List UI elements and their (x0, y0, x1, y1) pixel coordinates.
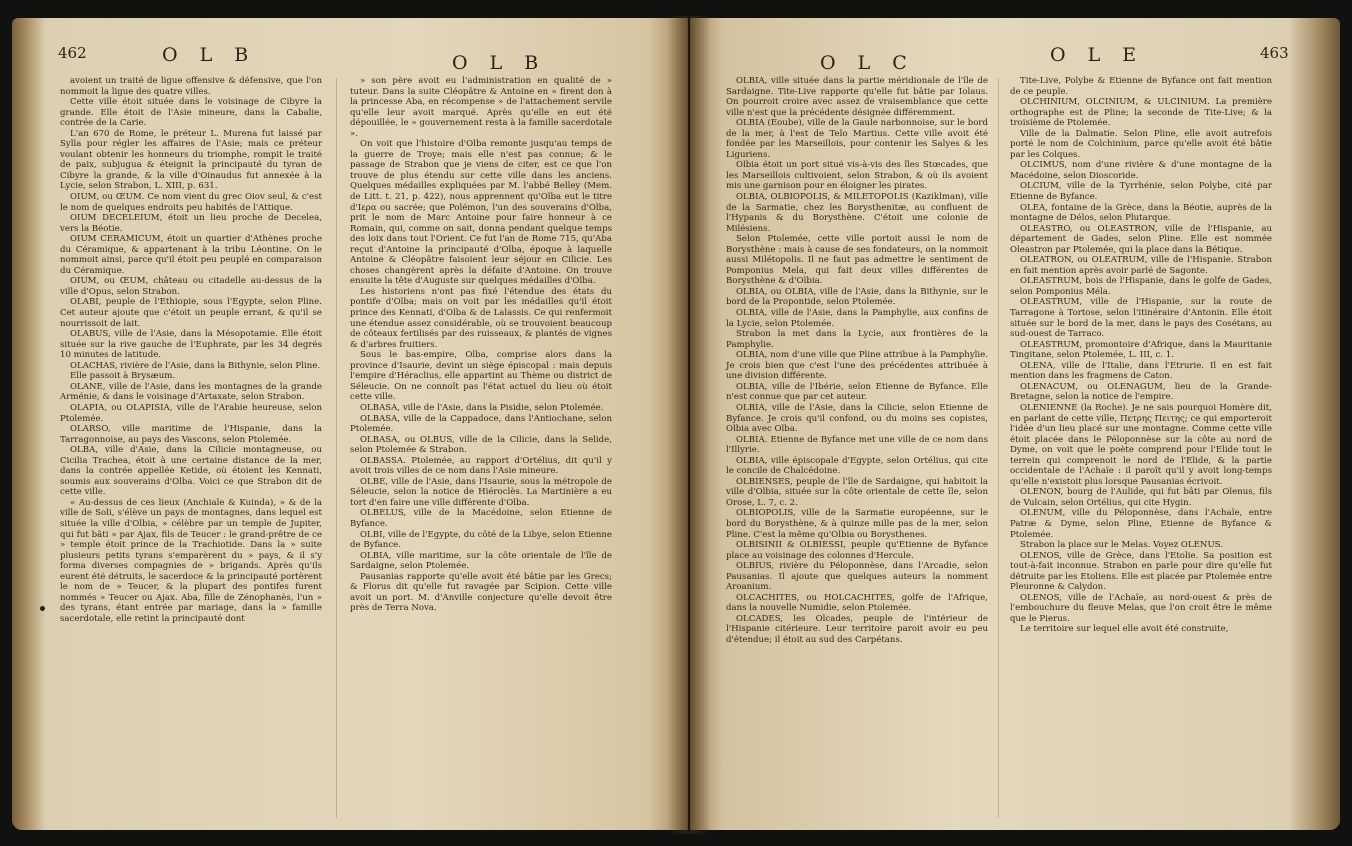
paragraph: OLBIA, ville de l'Ibérie, selon Etienne de Byfance. Elle n'est connue que par cet auteur. (726, 381, 988, 403)
right-running-head-1: O L C (820, 52, 915, 74)
paragraph: OLBE, ville de l'Asie, dans l'Isaurie, sous la métropole de Séleucie, selon la notice de Hiéroclès. La Martinière a eu tort d'en faire une ville différente d'Olba. (350, 476, 612, 508)
paragraph: OLANE, ville de l'Asie, dans les montagnes de la grande Arménie, & dans le voisinage d'Artaxate, selon Strabon. (60, 381, 322, 403)
paragraph: Tite-Live, Polybe & Etienne de Byfance ont fait mention de ce peuple. (1010, 76, 1272, 97)
paragraph: OLCACHITES, ou HOLCACHITES, golfe de l'Afrique, dans la nouvelle Numidie, selon Ptolemée. (726, 592, 988, 614)
paragraph: OLAPIA, ou OLAPISIA, ville de l'Arabie heureuse, selon Ptolemée. (60, 402, 322, 424)
left-running-head-2: O L B (452, 52, 547, 74)
left-page (12, 18, 688, 830)
right-column-divider (998, 78, 999, 818)
paragraph: « Au-dessus de ces lieux (Anchiale & Kuinda), » & de la ville de Soli, s'élève un pays de montagnes, dans lequel est située la ville d'Olbia, » célèbre par un temple de Jupiter, qui fut bâti » par Ajax, fils de Teucer : le grand-prêtre de ce » temple étoit prince de la Trachiotide. Dans la » suite plusieurs petits tyrans s'emparèrent du » pays, & il s'y forma diverses compagnies de » brigands. Après qu'ils eurent été détruits, le sacerdoce & la principauté portèrent le nom de » Teucer, & la plupart des pontifes furent nommés » Teucer ou Ajax. Aba, fille de Zénophanès, l'un » des tyrans, étant entrée par mariage, dans la » famille sacerdotale, elle retint la principauté dont (60, 497, 322, 624)
paragraph: OLENON, bourg de l'Aulide, qui fut bâti par Olenus, fils de Vulcain, selon Ortélius, qui cite Hygin. (1010, 487, 1272, 508)
paragraph: OLBIA, ou OLBIA, ville de l'Asie, dans la Bithynie, sur le bord de la Propontide, selon Ptolemée. (726, 286, 988, 308)
paragraph: OLENOS, ville de Grèce, dans l'Etolie. Sa position est tout-à-fait inconnue. Strabon en parle pour dire qu'elle fut détruite par les Etoliens. Elle est placée par Ptolemée entre Pleuronne & Calydon. (1010, 550, 1272, 593)
paragraph: Selon Ptolemée, cette ville portoit aussi le nom de Borysthène : mais à cause de ses fondateurs, on la nommoit aussi Milétopolis. Il ne faut pas admettre le sentiment de Pomponius Mela, qui fait deux villes différentes de Borysthène & d'Olbia. (726, 234, 988, 287)
paragraph: OLCIMUS, nom d'une rivière & d'une montagne de la Macédoine, selon Dioscoride. (1010, 160, 1272, 181)
paragraph: Sous le bas-empire, Olba, comprise alors dans la province d'Isaurie, devint un siège épiscopal : mais depuis l'empire d'Héraclius, elle appartint au Thème ou district de Séleucie. On ne connoît pas l'état actuel du lieu où étoit cette ville. (350, 350, 612, 403)
paragraph: avoient un traité de ligue offensive & défensive, que l'on nommoit la ligue des quatre villes. (60, 76, 322, 97)
paragraph: OLBIA, ville de l'Asie, dans la Cilicie, selon Etienne de Byfance. Je crois qu'il confond, ou du moins ses copistes, Olbia avec Olba. (726, 402, 988, 435)
paragraph: OLABI, peuple de l'Ethiopie, sous l'Egypte, selon Pline. Cet auteur ajoute que c'étoit un peuple errant, & qu'il se nourrissoit de lait. (60, 297, 322, 329)
paragraph: Pausanias rapporte qu'elle avoit été bâtie par les Grecs; & Florus dit qu'elle fut ravagée par Scipion. Cette ville avoit un port. M. d'Anville conjecture qu'elle devoit être près de Terra Nova. (350, 571, 612, 614)
right-column-2 (1010, 76, 1272, 635)
paragraph: Elle passoit à Brysæum. (70, 371, 176, 382)
paragraph: OLCHINIUM, OLCINIUM, & ULCINIUM. La première orthographe est de Pline; la seconde de Tite-Live; & la troisième de Ptolemée. (1010, 97, 1272, 129)
paragraph: Ville de la Dalmatie. Selon Pline, elle avoit autrefois porté le nom de Colchinium, parce qu'elle avoit été bâtie par les Colques. (1010, 128, 1272, 160)
paragraph: OIUM CERAMICUM, étoit un quartier d'Athènes proche du Céramique, & appartenant à la tribu Léontine. On le nommoit ainsi, parce qu'il étoit peu peuplé en comparaison du Céramique. (60, 234, 322, 276)
paragraph: OLENUM, ville du Péloponnèse, dans l'Achaïe, entre Patræ & Dyme, selon Pline, Etienne de Byfance & Ptolemée. (1010, 508, 1272, 540)
right-running-head-2: O L E (1050, 44, 1145, 66)
paragraph: OLBASA, ville de l'Asie, dans la Pisidie, selon Ptolemée. (360, 402, 604, 413)
paragraph: OLBELUS, ville de la Macédoine, selon Etienne de Byfance. (350, 508, 612, 529)
paragraph: OLARSO, ville maritime de l'Hispanie, dans la Tarragonnoise, au pays des Vascons, selon Ptolemée. (60, 424, 322, 445)
paragraph: OLBASA, ou OLBUS, ville de la Cilicie, dans la Selide, selon Ptolemée & Strabon. (350, 434, 612, 456)
paragraph: OIUM, ou ŒUM, château ou citadelle au-dessus de la ville d'Opus, selon Strabon. (60, 276, 322, 297)
right-page-number: 463 (1260, 44, 1289, 62)
paragraph: OLBASA, ville de la Cappadoce, dans l'Antiochane, selon Ptolemée. (350, 413, 612, 435)
paragraph: OLBIUS, rivière du Péloponnèse, dans l'Arcadie, selon Pausanias. Il ajoute que quelques auteurs la nomment Aroanium. (726, 561, 988, 593)
paragraph: OLEASTRUM, promontoire d'Afrique, dans la Mauritanie Tingitane, selon Ptolemée, L. III, c. 1. (1010, 339, 1272, 361)
margin-dot (40, 606, 45, 611)
left-page-number: 462 (58, 44, 87, 62)
paragraph: OLBIA, ville située dans la partie méridionale de l'île de Sardaigne. Tite-Live rapporte qu'elle fut bâtie par Iolaus. On pourroit croire avec assez de vraisemblance que cette ville n'est que la précédente désignée différemment. (726, 76, 988, 118)
paragraph: Strabon la place sur le Melas. Voyez OLENUS. (1020, 540, 1223, 551)
paragraph: OIUM, ou ŒUM. Ce nom vient du grec Oiov seul, & c'est le nom de quelques endroits peu habités de l'Attique. (60, 192, 322, 213)
paragraph: OLBIOPOLIS, ville de la Sarmatie européenne, sur le bord du Borysthène, & à quinze mille pas de la mer, selon Pline. C'est la même qu'Olbia ou Borysthenes. (726, 508, 988, 540)
paragraph: OLCADES, les Olcades, peuple de l'intérieur de l'Hispanie citérieure. Leur territoire paroit avoir eu peu d'étendue; il étoit au sud des Carpétans. (726, 613, 988, 645)
paragraph: Strabon la met dans la Lycie, aux frontières de la Pamphylie. (726, 329, 988, 350)
paragraph: OLENIENNE (la Roche). Je ne sais pourquoi Homère dit, en parlant de cette ville, Πετρης Πειτης; ce qui emporteroit l'idée d'un lieu placé sur une montagne. Comme cette ville étoit placée dans le Péloponnèse sur la côte au nord de Dyme, on voit que le poète comprend pour l'Elide tout le terrein qui comprenoit le nord de l'Elide, & la partie occidentale de l'Achaïe : il paroît qu'il y avoit long-temps qu'elle n'existoit plus lorsque Pausanias écrivoit. (1010, 402, 1272, 487)
paragraph: Les historiens n'ont pas fixé l'étendue des états du pontife d'Olba; mais on voit par les médailles qu'il étoit prince des Kennati, d'Olba & de Lalassis. Ce qui renfermoit une étendue assez considérable, où se trouvoient beaucoup de côteaux fertilisés par des ruisseaux, & plantés de vignes & d'arbres fruitiers. (350, 286, 612, 350)
paragraph: OLBIA, ville maritime, sur la côte orientale de l'île de Sardaigne, selon Ptolemée. (350, 550, 612, 572)
paragraph: OLACHAS, rivière de l'Asie, dans la Bithynie, selon Pline. (70, 360, 321, 371)
paragraph: OLEATRON, ou OLEATRUM, ville de l'Hispanie. Strabon en fait mention après avoir parlé de Sagonte. (1010, 255, 1272, 276)
paragraph: OLBI, ville de l'Egypte, du côté de la Libye, selon Etienne de Byfance. (350, 529, 612, 551)
paragraph: OLBA, ville d'Asie, dans la Cilicie montagneuse, ou Cicilia Trachea, étoit à une certaine distance de la mer, dans la contrée appellée Ketide, où étoient les Kennati, soumis aux souverains d'Olba. Voici ce que Strabon dit de cette ville. (60, 445, 322, 498)
paragraph: OLEASTRO, ou OLEASTRON, ville de l'Hispanie, au département de Gades, selon Pline. Elle est nommée Oleastron par Ptolemée, qui la place dans la Bétique. (1010, 223, 1272, 255)
paragraph: OLEASTRUM, bois de l'Hispanie, dans le golfe de Gades, selon Pomponius Méla. (1010, 276, 1272, 297)
paragraph: On voit que l'histoire d'Olba remonte jusqu'au temps de la guerre de Troye; mais elle n'est pas connue; & le passage de Strabon que je viens de citer, est ce que l'on trouve de plus étendu sur cette ville dans les anciens. Quelques médailles expliquées par M. l'abbé Belley (Mem. de Litt. t. 21, p. 422), nous apprennent qu'Olba eut le titre d'Ιερα ou sacrée; que Polémon, l'un des souverains d'Olba, prit le nom de Marc Antoine pour faire honneur à ce Romain, qui, comme on sait, donna pendant quelque temps des loix dans tout l'Orient. Ce fut l'an de Rome 715, qu'Aba reçut d'Antoine la principauté d'Olba, époque à laquelle Antoine & Cléopâtre faisoient leur séjour en Cilicie. Les choses changèrent après la défaite d'Antoine. On trouve ensuite la tête d'Auguste sur quelques médailles d'Olba. (350, 139, 612, 287)
paragraph: OLBISINII & OLBIESSI, peuple qu'Etienne de Byfance place au voisinage des colonnes d'Hercule. (726, 540, 988, 561)
book-gutter (668, 16, 710, 834)
paragraph: » son père avoit eu l'administration en qualité de » tuteur. Dans la suite Cléopâtre & Antoine en » firent don à la princesse Aba, en récompense » de l'attachement servile qu'elle leur avoit marqué. Après qu'elle en eut été dépouillée, le » gouvernement resta à la famille sacerdotale ». (350, 76, 612, 139)
paragraph: OLENOS, ville de l'Achaïe, au nord-ouest & près de l'embouchure du fleuve Melas, que l'on croit être le même que le Pierus. (1010, 592, 1272, 624)
paragraph: OLBIA (Eoube), ville de la Gaule narbonnoise, sur le bord de la mer, à l'est de Telo Martius. Cette ville avoit été fondée par les Marseillois, pour contenir les Salyes & les Liguriens. (726, 118, 988, 160)
left-running-head-1: O L B (162, 44, 257, 66)
paragraph: OLBIENSES, peuple de l'île de Sardaigne, qui habitoit la ville d'Olbia, située sur la côte orientale de cette île, selon Orose, L. 7, c. 2. (726, 476, 988, 508)
paragraph: OLEA, fontaine de la Grèce, dans la Béotie, auprès de la montagne de Délos, selon Plutarque. (1010, 202, 1272, 224)
paragraph: OLBIA, ville épiscopale d'Egypte, selon Ortélius, qui cite le concile de Chalcédoine. (726, 455, 988, 477)
left-column-2 (350, 76, 612, 614)
paragraph: OIUM DECELEIUM, étoit un lieu proche de Decelea, vers la Béotie. (60, 213, 322, 234)
paragraph: OLBIA. Etienne de Byfance met une ville de ce nom dans l'Illyrie. (726, 434, 988, 456)
left-column-1 (60, 76, 322, 624)
paragraph: OLENACUM, ou OLENAGUM, lieu de la Grande-Bretagne, selon la notice de l'empire. (1010, 381, 1272, 403)
paragraph: OLBIA, OLBIOPOLIS, & MILETOPOLIS (Kaziklman), ville de la Sarmatie, chez les Borysthenitæ, au confluent de l'Hypanis & du Borysthène. C'étoit une colonie de Milésiens. (726, 192, 988, 234)
right-column-1 (726, 76, 988, 646)
paragraph: OLBIA, nom d'une ville que Pline attribue à la Pamphylie. Je crois bien que c'est l'une des précédentes attribuée à une division différente. (726, 350, 988, 382)
paragraph: OLENA, ville de l'Italie, dans l'Etrurie. Il en est fait mention dans les fragmens de Caton. (1010, 360, 1272, 382)
left-column-divider (336, 78, 337, 818)
paragraph: OLABUS, ville de l'Asie, dans la Mésopotamie. Elle étoit située sur la rive gauche de l'Euphrate, par les 34 degrés 10 minutes de latitude. (60, 329, 322, 361)
paragraph: OLEASTRUM, ville de l'Hispanie, sur la route de Tarragone à Tortose, selon l'itinéraire d'Antonin. Elle étoit située sur le bord de la mer, dans le pays des Cosétans, au sud-ouest de Tarraco. (1010, 297, 1272, 340)
paragraph: OLBASSA. Ptolemée, au rapport d'Ortélius, dit qu'il y avoit trois villes de ce nom dans l'Asie mineure. (350, 455, 612, 477)
paragraph: OLCIUM, ville de la Tyrrhénie, selon Polybe, cité par Etienne de Byfance. (1010, 181, 1272, 203)
paragraph: L'an 670 de Rome, le préteur L. Murena fut laissé par Sylla pour régler les affaires de l'Asie; mais ce préteur voulant obtenir les honneurs du triomphe, rompit le traité de paix, subjugua & éteignit la principauté du tyran de Cibyre la grande, & la ville d'Oinaudus fut annexée à la Lycie, selon Strabon, L. XIII, p. 631. (60, 128, 322, 192)
paragraph: Olbia étoit un port situé vis-à-vis des îles Stœcades, que les Marseillois cultivoient, selon Strabon, & où ils avoient mis une garnison pour en éloigner les pirates. (726, 160, 988, 192)
paragraph: OLBIA, ville de l'Asie, dans la Pamphylie, aux confins de la Lycie, selon Ptolemée. (726, 308, 988, 329)
paragraph: Le territoire sur lequel elle avoit été construite, (1020, 624, 1229, 635)
right-page (690, 18, 1340, 830)
paragraph: Cette ville étoit située dans le voisinage de Cibyre la grande. Elle étoit de l'Asie mineure, dans la Cabalie, contrée de la Carie. (60, 97, 322, 129)
